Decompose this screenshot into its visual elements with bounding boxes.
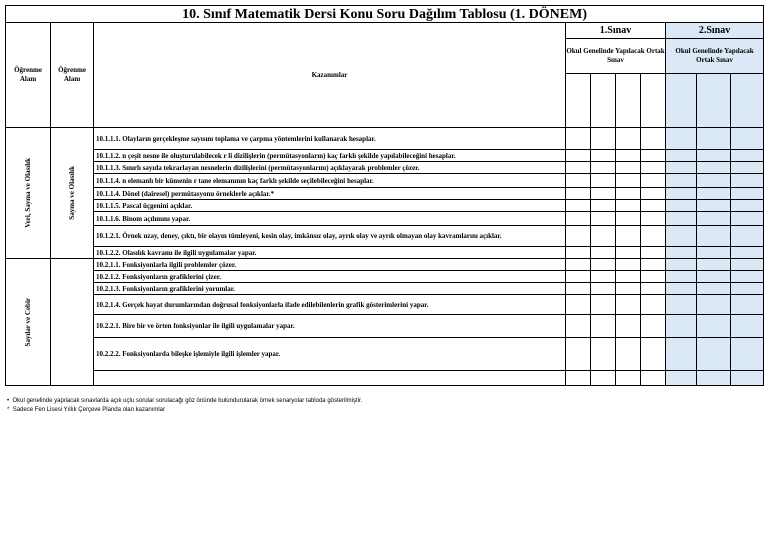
- question-count-cell[interactable]: [616, 212, 641, 226]
- question-count-cell[interactable]: [697, 226, 731, 247]
- kazanim-text: 10.1.1.4. Dönel (dairesel) permütasyonu örneklerle açıklar.*: [94, 188, 566, 200]
- subarea-label: Sayma ve Olasılık: [68, 166, 76, 220]
- header-ogrenme-alani: Öğrenme Alanı: [6, 23, 51, 128]
- kazanim-text: 10.2.2.2. Fonksiyonlarda bileşke işlemiyle ilgili işlemler yapar.: [94, 338, 566, 371]
- question-count-cell[interactable]: [641, 315, 666, 338]
- question-count-cell[interactable]: [566, 247, 591, 259]
- table-row: [6, 259, 764, 271]
- question-count-cell[interactable]: [666, 271, 697, 283]
- question-count-cell[interactable]: [566, 200, 591, 212]
- table-row: [6, 338, 764, 371]
- table-row: [6, 212, 764, 226]
- question-count-cell[interactable]: [616, 162, 641, 174]
- kazanim-text: 10.2.1.4. Gerçek hayat durumlarından doğrusal fonksiyonlarla ifade edilebilenlerin grafik gösterimlerini yapar.: [94, 295, 566, 315]
- question-count-cell[interactable]: [697, 295, 731, 315]
- distribution-table: [5, 5, 764, 386]
- footnote-1: [7, 398, 362, 404]
- question-count-cell[interactable]: [591, 188, 616, 200]
- table-row: [6, 315, 764, 338]
- question-count-cell[interactable]: [641, 283, 666, 295]
- table-row: [6, 174, 764, 188]
- question-count-cell[interactable]: [641, 226, 666, 247]
- question-count-cell[interactable]: [666, 295, 697, 315]
- kazanim-text: 10.1.2.2. Olasılık kavramı ile ilgili uygulamalar yapar.: [94, 247, 566, 259]
- question-count-cell[interactable]: [566, 212, 591, 226]
- question-count-cell[interactable]: [641, 128, 666, 150]
- question-count-cell[interactable]: [591, 259, 616, 271]
- question-count-cell[interactable]: [591, 128, 616, 150]
- question-count-cell[interactable]: [641, 200, 666, 212]
- question-count-cell[interactable]: [697, 315, 731, 338]
- question-count-cell[interactable]: [697, 371, 731, 386]
- question-count-cell[interactable]: [566, 371, 591, 386]
- question-count-cell[interactable]: [566, 259, 591, 271]
- question-count-cell[interactable]: [566, 162, 591, 174]
- area-cell: [6, 259, 51, 386]
- question-count-cell[interactable]: [666, 128, 697, 150]
- footnote-2: [7, 407, 165, 413]
- question-count-cell[interactable]: [731, 200, 764, 212]
- table-row: [6, 200, 764, 212]
- question-count-cell[interactable]: [697, 188, 731, 200]
- question-count-cell[interactable]: [666, 162, 697, 174]
- question-count-cell[interactable]: [566, 295, 591, 315]
- question-count-cell[interactable]: [731, 295, 764, 315]
- header-exam-2-sub: Okul Genelinde Yapılacak Ortak Sınav: [666, 39, 764, 74]
- kazanim-text: 10.1.1.5. Pascal üçgenini açıklar.: [94, 200, 566, 212]
- question-count-cell[interactable]: [641, 174, 666, 188]
- question-count-cell[interactable]: [566, 283, 591, 295]
- question-count-cell[interactable]: [616, 283, 641, 295]
- question-count-cell[interactable]: [666, 247, 697, 259]
- question-count-cell[interactable]: [731, 174, 764, 188]
- table-row: [6, 150, 764, 162]
- question-count-cell[interactable]: [641, 188, 666, 200]
- question-count-cell[interactable]: [731, 247, 764, 259]
- question-count-cell[interactable]: [731, 128, 764, 150]
- question-count-cell[interactable]: [616, 338, 641, 371]
- table-row: [6, 162, 764, 174]
- question-count-cell[interactable]: [697, 271, 731, 283]
- header-exam-1-sub: Okul Genelinde Yapılacak Ortak Sınav: [566, 39, 666, 74]
- question-count-cell[interactable]: [566, 174, 591, 188]
- question-count-cell[interactable]: [697, 283, 731, 295]
- kazanim-text: 10.1.1.4. n elemanlı bir kümenin r tane elemanının kaç farklı şekilde seçilebileceğini hesaplar.: [94, 174, 566, 188]
- area-label: Veri, Sayma ve Olasılık: [24, 158, 32, 228]
- question-count-cell[interactable]: [731, 226, 764, 247]
- question-count-cell[interactable]: [641, 259, 666, 271]
- question-count-cell[interactable]: [616, 259, 641, 271]
- blank-cell: [731, 74, 764, 128]
- question-count-cell[interactable]: [566, 315, 591, 338]
- question-count-cell[interactable]: [666, 174, 697, 188]
- blank-cell: [666, 74, 697, 128]
- question-count-cell[interactable]: [591, 338, 616, 371]
- question-count-cell[interactable]: [697, 200, 731, 212]
- header-ogrenme-alani-2: Öğrenme Alanı: [51, 23, 94, 128]
- question-count-cell[interactable]: [731, 371, 764, 386]
- question-count-cell[interactable]: [566, 128, 591, 150]
- header-kazanimlar: Kazanımlar: [94, 23, 566, 128]
- question-count-cell[interactable]: [641, 338, 666, 371]
- question-count-cell[interactable]: [591, 315, 616, 338]
- question-count-cell[interactable]: [591, 283, 616, 295]
- area-label: Sayılar ve Cebir: [24, 297, 32, 347]
- question-count-cell[interactable]: [641, 247, 666, 259]
- question-count-cell[interactable]: [616, 371, 641, 386]
- question-count-cell[interactable]: [697, 174, 731, 188]
- table-row: [6, 371, 764, 386]
- table-row: [6, 128, 764, 150]
- question-count-cell[interactable]: [616, 188, 641, 200]
- question-count-cell[interactable]: [591, 247, 616, 259]
- question-count-cell[interactable]: [641, 212, 666, 226]
- header-exam-1: 1.Sınav: [566, 23, 666, 39]
- question-count-cell[interactable]: [666, 226, 697, 247]
- question-count-cell[interactable]: [666, 371, 697, 386]
- kazanim-text: 10.2.1.1. Fonksiyonlarla ilgili problemler çözer.: [94, 259, 566, 271]
- question-count-cell[interactable]: [591, 271, 616, 283]
- kazanim-text: 10.1.1.6. Binom açılımını yapar.: [94, 212, 566, 226]
- question-count-cell[interactable]: [591, 162, 616, 174]
- question-count-cell[interactable]: [641, 295, 666, 315]
- question-count-cell[interactable]: [616, 315, 641, 338]
- blank-cell: [616, 74, 641, 128]
- blank-cell: [566, 74, 591, 128]
- question-count-cell[interactable]: [616, 128, 641, 150]
- table-row: [6, 247, 764, 259]
- footnote-marker: *: [7, 407, 10, 413]
- question-count-cell[interactable]: [616, 247, 641, 259]
- table-row: [6, 188, 764, 200]
- question-count-cell[interactable]: [731, 283, 764, 295]
- table-row: [6, 271, 764, 283]
- question-count-cell[interactable]: [591, 226, 616, 247]
- question-count-cell[interactable]: [591, 212, 616, 226]
- question-count-cell[interactable]: [616, 295, 641, 315]
- question-count-cell[interactable]: [697, 212, 731, 226]
- question-count-cell[interactable]: [641, 371, 666, 386]
- question-count-cell[interactable]: [731, 188, 764, 200]
- kazanim-text: 10.1.1.3. Sınırlı sayıda tekrarlayan nesnelerin dizilişlerini (permütasyonlarını) açıklayarak problemler çözer.: [94, 162, 566, 174]
- question-count-cell[interactable]: [731, 150, 764, 162]
- question-count-cell[interactable]: [641, 162, 666, 174]
- question-count-cell[interactable]: [697, 247, 731, 259]
- question-count-cell[interactable]: [616, 271, 641, 283]
- footnote-text: Okul genelinde yapılacak sınavlarda açık uçlu sorular sorulacağı göz önünde bulundurularak örnek senaryolar tabloda gösterilmiştir.: [12, 398, 363, 404]
- question-count-cell[interactable]: [731, 162, 764, 174]
- question-count-cell[interactable]: [591, 150, 616, 162]
- blank-cell: [591, 74, 616, 128]
- kazanim-text: 10.2.1.2. Fonksiyonların grafiklerini çizer.: [94, 271, 566, 283]
- question-count-cell[interactable]: [697, 338, 731, 371]
- question-count-cell[interactable]: [566, 271, 591, 283]
- question-count-cell[interactable]: [666, 259, 697, 271]
- question-count-cell[interactable]: [666, 188, 697, 200]
- question-count-cell[interactable]: [591, 295, 616, 315]
- question-count-cell[interactable]: [731, 259, 764, 271]
- question-count-cell[interactable]: [641, 150, 666, 162]
- question-count-cell[interactable]: [591, 200, 616, 212]
- question-count-cell[interactable]: [731, 315, 764, 338]
- kazanim-text: [94, 371, 566, 386]
- question-count-cell[interactable]: [566, 226, 591, 247]
- kazanim-text: 10.2.1.3. Fonksiyonların grafiklerini yorumlar.: [94, 283, 566, 295]
- subarea-cell: [51, 259, 94, 386]
- footnote-marker: •: [7, 398, 10, 404]
- question-count-cell[interactable]: [731, 271, 764, 283]
- question-count-cell[interactable]: [616, 200, 641, 212]
- kazanim-text: 10.2.2.1. Bire bir ve örten fonksiyonlar ile ilgili uygulamalar yapar.: [94, 315, 566, 338]
- table-row: [6, 226, 764, 247]
- question-count-cell[interactable]: [666, 283, 697, 295]
- question-count-cell[interactable]: [666, 200, 697, 212]
- question-count-cell[interactable]: [641, 271, 666, 283]
- blank-cell: [697, 74, 731, 128]
- subarea-cell: [51, 128, 94, 259]
- table-row: [6, 283, 764, 295]
- question-count-cell[interactable]: [616, 150, 641, 162]
- question-count-cell[interactable]: [731, 212, 764, 226]
- kazanim-text: 10.1.1.1. Olayların gerçekleşme sayısını toplama ve çarpma yöntemlerini kullanarak hesaplar.: [94, 128, 566, 150]
- header-exam-2: 2.Sınav: [666, 23, 764, 39]
- footnote-text: Sadece Fen Lisesi Yıllık Çerçeve Planda olan kazanımlar: [12, 407, 165, 413]
- question-count-cell[interactable]: [731, 338, 764, 371]
- question-count-cell[interactable]: [616, 174, 641, 188]
- blank-cell: [641, 74, 666, 128]
- question-count-cell[interactable]: [566, 188, 591, 200]
- area-cell: [6, 128, 51, 259]
- question-count-cell[interactable]: [697, 150, 731, 162]
- question-count-cell[interactable]: [566, 150, 591, 162]
- page-title: 10. Sınıf Matematik Dersi Konu Soru Dağılım Tablosu (1. DÖNEM): [6, 6, 764, 23]
- question-count-cell[interactable]: [666, 150, 697, 162]
- question-count-cell[interactable]: [666, 212, 697, 226]
- question-count-cell[interactable]: [697, 162, 731, 174]
- question-count-cell[interactable]: [697, 259, 731, 271]
- question-count-cell[interactable]: [591, 174, 616, 188]
- question-count-cell[interactable]: [697, 128, 731, 150]
- question-count-cell[interactable]: [666, 338, 697, 371]
- kazanim-text: 10.1.2.1. Örnek uzay, deney, çıktı, bir olayın tümleyeni, kesin olay, imkânsız olay, ayrık olay ve ayrık olmayan olay kavramlarını açıklar.: [94, 226, 566, 247]
- question-count-cell[interactable]: [616, 226, 641, 247]
- question-count-cell[interactable]: [566, 338, 591, 371]
- kazanim-text: 10.1.1.2. n çeşit nesne ile oluşturulabilecek r li dizilişlerin (permütasyonların) kaç farklı şekilde yapılabileceğini hesaplar.: [94, 150, 566, 162]
- question-count-cell[interactable]: [591, 371, 616, 386]
- table-row: [6, 295, 764, 315]
- question-count-cell[interactable]: [666, 315, 697, 338]
